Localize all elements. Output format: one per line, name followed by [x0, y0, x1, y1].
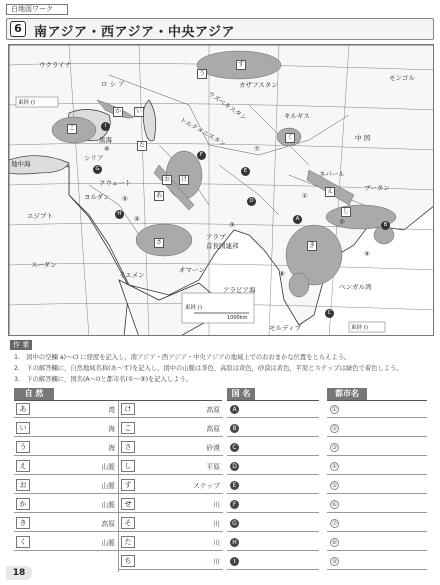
map-mark: し [342, 208, 349, 215]
country-mark: H [115, 210, 124, 219]
map-label: スーダン [31, 261, 57, 269]
map-label: ヨルダン [84, 193, 110, 201]
nature-header: 自 然 [14, 388, 54, 400]
map-area [8, 44, 434, 336]
country-mark: B [381, 221, 390, 230]
answer-row[interactable] [227, 420, 319, 437]
nature-left-column [14, 400, 118, 553]
map-label: モルディブ [269, 324, 301, 332]
answer-row[interactable] [14, 534, 118, 551]
country-key: A [230, 405, 239, 414]
map-label: ウクライナ [39, 61, 72, 69]
answer-key: す [121, 479, 135, 491]
city-mark: ③ [229, 221, 235, 229]
country-mark: E [241, 167, 250, 176]
answer-row[interactable] [227, 553, 319, 570]
map-label: オマーン [179, 266, 205, 274]
map-mark: た [138, 142, 145, 149]
answer-row[interactable] [327, 515, 427, 532]
answer-suffix: 高原 [206, 406, 220, 414]
map-mark: い [135, 108, 142, 115]
city-mark: ⑤ [122, 195, 128, 203]
answer-suffix: 海 [108, 444, 115, 452]
answer-row[interactable] [119, 534, 223, 551]
map-mark: う [198, 70, 205, 77]
map-mark: す [237, 61, 244, 68]
map-mark: か [114, 108, 121, 115]
answer-row[interactable] [327, 496, 427, 513]
country-column [227, 400, 319, 572]
answer-key: き [16, 517, 30, 529]
answer-key: お [16, 479, 30, 491]
instruction-3: 3. 下の解答欄に，国名(A〜I)と都市名(①〜⑨)を記入しよう。 [14, 376, 193, 383]
answer-row[interactable] [119, 496, 223, 513]
answer-suffix: 平原 [206, 463, 220, 471]
answer-key: け [121, 403, 135, 415]
answer-suffix: 山脈 [101, 501, 115, 509]
answer-key: か [16, 498, 30, 510]
answer-row[interactable] [119, 420, 223, 437]
meridian-label: 東経 () [351, 325, 369, 331]
answer-row[interactable] [327, 553, 427, 570]
answer-key: た [121, 536, 135, 548]
answer-row[interactable] [119, 553, 223, 570]
unit-number: 6 [10, 21, 26, 37]
answer-key: う [16, 441, 30, 453]
map-label: アラビア海 [223, 286, 256, 294]
workbook-label: 白地図ワーク [6, 4, 68, 15]
answer-row[interactable] [14, 496, 118, 513]
answer-row[interactable] [327, 439, 427, 456]
answer-row[interactable] [327, 534, 427, 551]
page-title: 南アジア・西アジア・中央アジア [34, 25, 235, 40]
country-mark: D [247, 197, 256, 206]
country-key: H [230, 538, 239, 547]
answer-suffix: 砂漠 [206, 444, 220, 452]
answer-suffix: 山脈 [101, 463, 115, 471]
country-mark: G [93, 165, 102, 174]
page-number: 18 [6, 566, 32, 580]
city-key: ④ [331, 462, 338, 470]
city-mark: ① [302, 192, 308, 200]
map-label: 首長国連邦 [206, 242, 239, 250]
city-header: 都市名 [327, 388, 367, 400]
map-label: イエメン [119, 271, 145, 279]
answer-row[interactable] [227, 439, 319, 456]
map-mark: こ [68, 125, 75, 132]
answer-row[interactable] [119, 439, 223, 456]
instruction-2: 2. 下の解答欄に，自然地域名称(あ〜す)を記入し，図中の山脈は茶色，高原は黄色，砂漠は黄色，平原とステップは緑色で着色しよう。 [14, 365, 403, 372]
country-key: D [230, 462, 239, 471]
country-mark: C [325, 309, 334, 318]
city-mark: ⑦ [254, 145, 260, 153]
answer-key: え [16, 460, 30, 472]
answer-suffix: 高原 [206, 425, 220, 433]
city-key: ⑥ [331, 500, 338, 508]
answer-key: あ [16, 403, 30, 415]
map-label: モンゴル [389, 74, 415, 82]
city-column [327, 400, 427, 572]
city-mark: ④ [134, 215, 140, 223]
answer-suffix: 川 [213, 501, 220, 509]
map-label: キルギス [284, 112, 310, 120]
answer-row[interactable] [14, 515, 118, 532]
map-label: ブータン [364, 184, 390, 192]
answer-row[interactable] [227, 496, 319, 513]
answer-suffix: 川 [213, 520, 220, 528]
answer-row[interactable] [14, 401, 118, 418]
city-mark: ⑥ [104, 145, 110, 153]
map-label: アラブ [206, 233, 226, 241]
city-mark: ⑧ [279, 270, 285, 278]
country-header: 国 名 [227, 388, 255, 400]
country-key: B [230, 424, 239, 433]
answer-key: ち [121, 555, 135, 567]
map-label: エジプト [27, 212, 53, 220]
map-mark: あ [155, 192, 162, 199]
answer-key: く [16, 536, 30, 548]
nature-right-column [118, 400, 222, 572]
answer-row[interactable] [119, 477, 223, 494]
answer-key: い [16, 422, 30, 434]
answer-row[interactable] [227, 534, 319, 551]
country-mark: F [197, 151, 206, 160]
answer-row[interactable] [327, 477, 427, 494]
answer-suffix: 川 [213, 558, 220, 566]
city-key: ③ [331, 443, 338, 451]
map-mark: く [286, 134, 293, 141]
map-mark: え [326, 188, 333, 195]
answer-row[interactable] [227, 401, 319, 418]
city-key: ② [331, 424, 338, 432]
map-label: ベンガル湾 [339, 283, 372, 291]
answer-suffix: 湾 [108, 406, 115, 414]
meridian-label: 東経 () [18, 100, 36, 106]
answer-row[interactable] [119, 515, 223, 532]
answer-key: こ [121, 422, 135, 434]
country-key: I [230, 557, 239, 566]
answer-suffix: 川 [213, 539, 220, 547]
map-label: シリア [84, 154, 104, 162]
country-mark: A [293, 215, 302, 224]
city-mark: ② [339, 218, 345, 226]
answer-suffix: 山脈 [101, 539, 115, 547]
map-label: ウズベキスタン [206, 89, 249, 123]
map-mark: け [180, 176, 187, 183]
map-mark: お [163, 176, 170, 183]
city-key: ① [331, 405, 338, 413]
country-key: C [230, 443, 239, 452]
answer-key: そ [121, 517, 135, 529]
answer-row[interactable] [327, 458, 427, 475]
map-mark: さ [155, 239, 162, 246]
answer-row[interactable] [227, 458, 319, 475]
city-key: ⑨ [331, 557, 338, 565]
map-label: ロ シ ア [101, 80, 125, 88]
meridian-label: 東経 () [185, 305, 203, 311]
city-mark: ⑨ [364, 250, 370, 258]
answer-row[interactable] [119, 401, 223, 418]
map-label: カザフスタン [239, 81, 278, 89]
work-label: 作 業 [10, 340, 32, 350]
instruction-1: 1. 図中の空欄 a)〜c) に経度を記入し，南アジア・西アジア・中央アジアの地域上でのおおまかな位置をとらえよう。 [14, 354, 351, 361]
answer-suffix: 山脈 [101, 482, 115, 490]
map-label: クウェート [99, 179, 132, 187]
answer-row[interactable] [14, 458, 118, 475]
answer-row[interactable] [14, 420, 118, 437]
city-key: ⑤ [331, 481, 338, 489]
country-key: F [230, 500, 239, 509]
map-label: 黒海 [99, 136, 112, 144]
country-mark: I [101, 122, 110, 131]
map-label: トルクメニスタン [178, 115, 228, 149]
answer-row[interactable] [327, 401, 427, 418]
map-label: ネパール [319, 170, 345, 178]
answer-key: さ [121, 441, 135, 453]
scale-label: 1000km [227, 315, 248, 321]
answer-row[interactable] [14, 439, 118, 456]
answer-key: せ [121, 498, 135, 510]
answer-row[interactable] [14, 477, 118, 494]
answer-row[interactable] [227, 515, 319, 532]
map-mark: き [308, 242, 315, 249]
answer-suffix: 高原 [101, 520, 115, 528]
map-label: 中 国 [355, 134, 371, 142]
city-key: ⑦ [331, 519, 338, 527]
answer-row[interactable] [327, 420, 427, 437]
answer-suffix: ステップ [192, 482, 220, 490]
answer-row[interactable] [227, 477, 319, 494]
map-label: 地中海 [11, 160, 31, 168]
answer-key: し [121, 460, 135, 472]
answer-row[interactable] [119, 458, 223, 475]
country-key: G [230, 519, 239, 528]
country-key: E [230, 481, 239, 490]
answer-suffix: 海 [108, 425, 115, 433]
city-key: ⑧ [331, 538, 338, 546]
